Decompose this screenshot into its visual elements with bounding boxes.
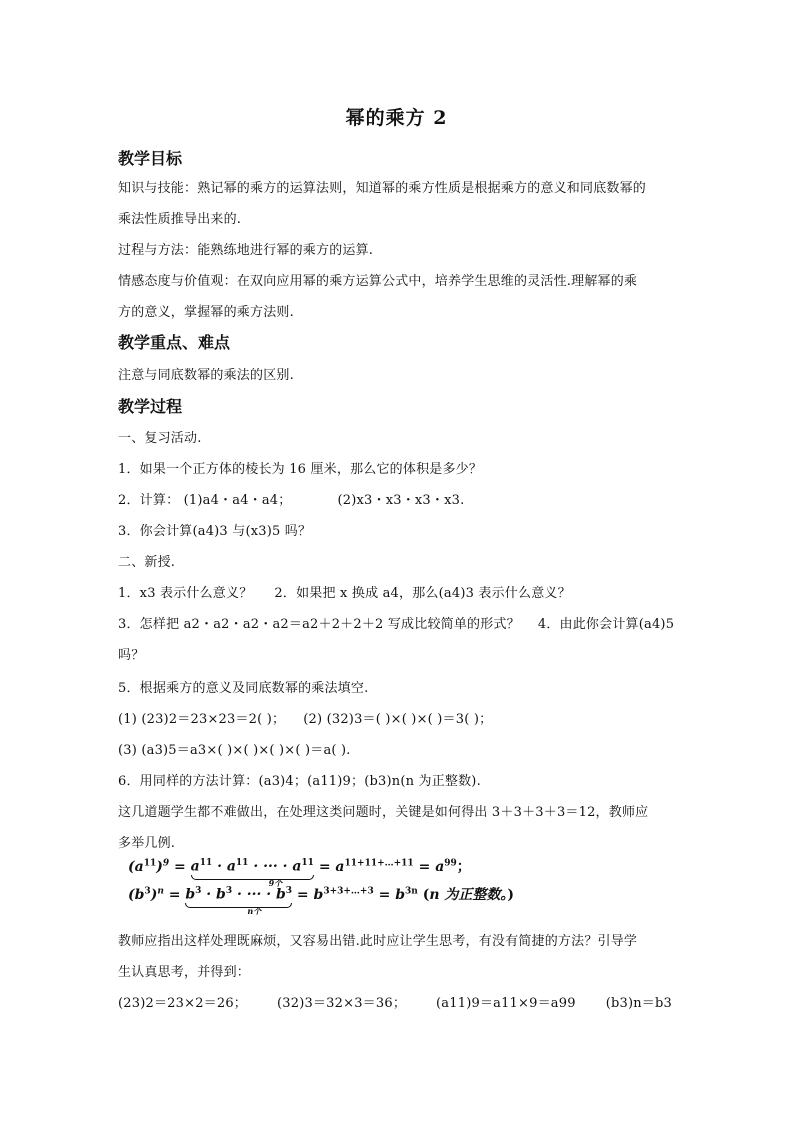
text-line bbox=[118, 708, 492, 727]
text-segment: 1．x3 表示什么意义？ bbox=[118, 586, 253, 601]
underbrace: $b^3 \cdot b^3$ · ··· · $b^3$ n个 bbox=[185, 886, 293, 917]
text-line: 5．根据乘方的意义及同底数幂的乘法填空. bbox=[118, 681, 369, 696]
text-segment: (1) (23)2＝23×23＝2( )； bbox=[118, 712, 286, 727]
text-line: (3) (a3)5＝a3×( )×( )×( )×( )＝a( ). bbox=[118, 743, 351, 758]
formula-power-of-power-b: $(b^3)^n = b^3 \cdot b^3$ · ··· · $b^3$ n个 = $b^{3+3+\dots+3} = b^{3n}$ (n 为正整数。) bbox=[128, 886, 515, 917]
text-segment: (32)3＝32×3＝36； bbox=[277, 996, 407, 1011]
text-segment: (2) (32)3＝( )×( )×( )＝3( )； bbox=[303, 712, 493, 727]
text-segment: 3．怎样把 a2・a2・a2・a2＝a2＋2＋2＋2 写成比较简单的形式？ bbox=[118, 617, 520, 632]
text-line bbox=[118, 489, 464, 508]
text-line: 3．你会计算(a4)3 与(x3)5 吗？ bbox=[118, 524, 312, 539]
text-line bbox=[118, 613, 674, 632]
underbrace: $a^{11} \cdot a^{11}$ · ··· · $a^{11}$ 9个 bbox=[190, 858, 314, 889]
text-segment: (23)2＝23×2＝26； bbox=[118, 996, 248, 1011]
text-segment: 4．由此你会计算(a4)5 bbox=[537, 617, 675, 632]
formula-note: n 为正整数。 bbox=[429, 887, 508, 903]
text-line: 情感态度与价值观：在双向应用幂的乘方运算公式中，培养学生思维的灵活性.理解幂的乘 bbox=[118, 274, 638, 289]
text-line: 这几道题学生都不难做出，在处理这类问题时，关键是如何得出 3＋3＋3＋3＝12，教师应 bbox=[118, 805, 649, 820]
text-line: 一、复习活动. bbox=[118, 431, 202, 446]
formula-power-of-power-a: $(a^{11})^9 = a^{11} \cdot a^{11}$ · ··· · $a^{11}$ 9个 = $a^{11+11+\dots+11} = a^{99}$； bbox=[128, 858, 471, 889]
text-line: 1．如果一个正方体的棱长为 16 厘米，那么它的体积是多少？ bbox=[118, 462, 483, 477]
count-label: n个 bbox=[247, 906, 262, 917]
text-line bbox=[118, 992, 672, 1011]
text-line: 过程与方法：能熟练地进行幂的乘方的运算. bbox=[118, 243, 374, 258]
text-line: 方的意义，掌握幂的乘方法则. bbox=[118, 305, 294, 320]
text-line: 注意与同底数幂的乘法的区别. bbox=[118, 368, 294, 383]
text-line: 乘法性质推导出来的. bbox=[118, 212, 242, 227]
text-line bbox=[118, 582, 571, 601]
text-line: 教师应指出这样处理既麻烦，又容易出错.此时应让学生思考，有没有简捷的方法？引导学 bbox=[118, 934, 638, 949]
heading-key-points: 教学重点、难点 bbox=[118, 333, 231, 352]
text-line: 6．用同样的方法计算：(a3)4；(a11)9；(b3)n(n 为正整数). bbox=[118, 774, 481, 789]
text-segment: (2)x3・x3・x3・x3. bbox=[337, 493, 465, 508]
text-line: 多举几例. bbox=[118, 836, 176, 851]
count-label: 9个 bbox=[268, 878, 283, 889]
text-line: 知识与技能：熟记幂的乘方的运算法则，知道幂的乘方性质是根据乘方的意义和同底数幂的 bbox=[118, 181, 647, 196]
text-segment: 2．计算： (1)a4・a4・a4； bbox=[118, 493, 292, 508]
text-segment: (a11)9＝a11×9＝a99 bbox=[436, 996, 576, 1011]
text-segment: (b3)n＝b3 bbox=[605, 996, 672, 1011]
text-line: 吗？ bbox=[118, 648, 145, 663]
page-title: 幂的乘方 2 bbox=[345, 107, 448, 129]
text-line: 二、新授. bbox=[118, 555, 176, 570]
heading-teaching-goals: 教学目标 bbox=[118, 149, 183, 168]
text-line: 生认真思考，并得到： bbox=[118, 965, 251, 980]
text-segment: 2．如果把 x 换成 a4，那么(a4)3 表示什么意义？ bbox=[274, 586, 571, 601]
heading-teaching-process: 教学过程 bbox=[118, 397, 183, 416]
